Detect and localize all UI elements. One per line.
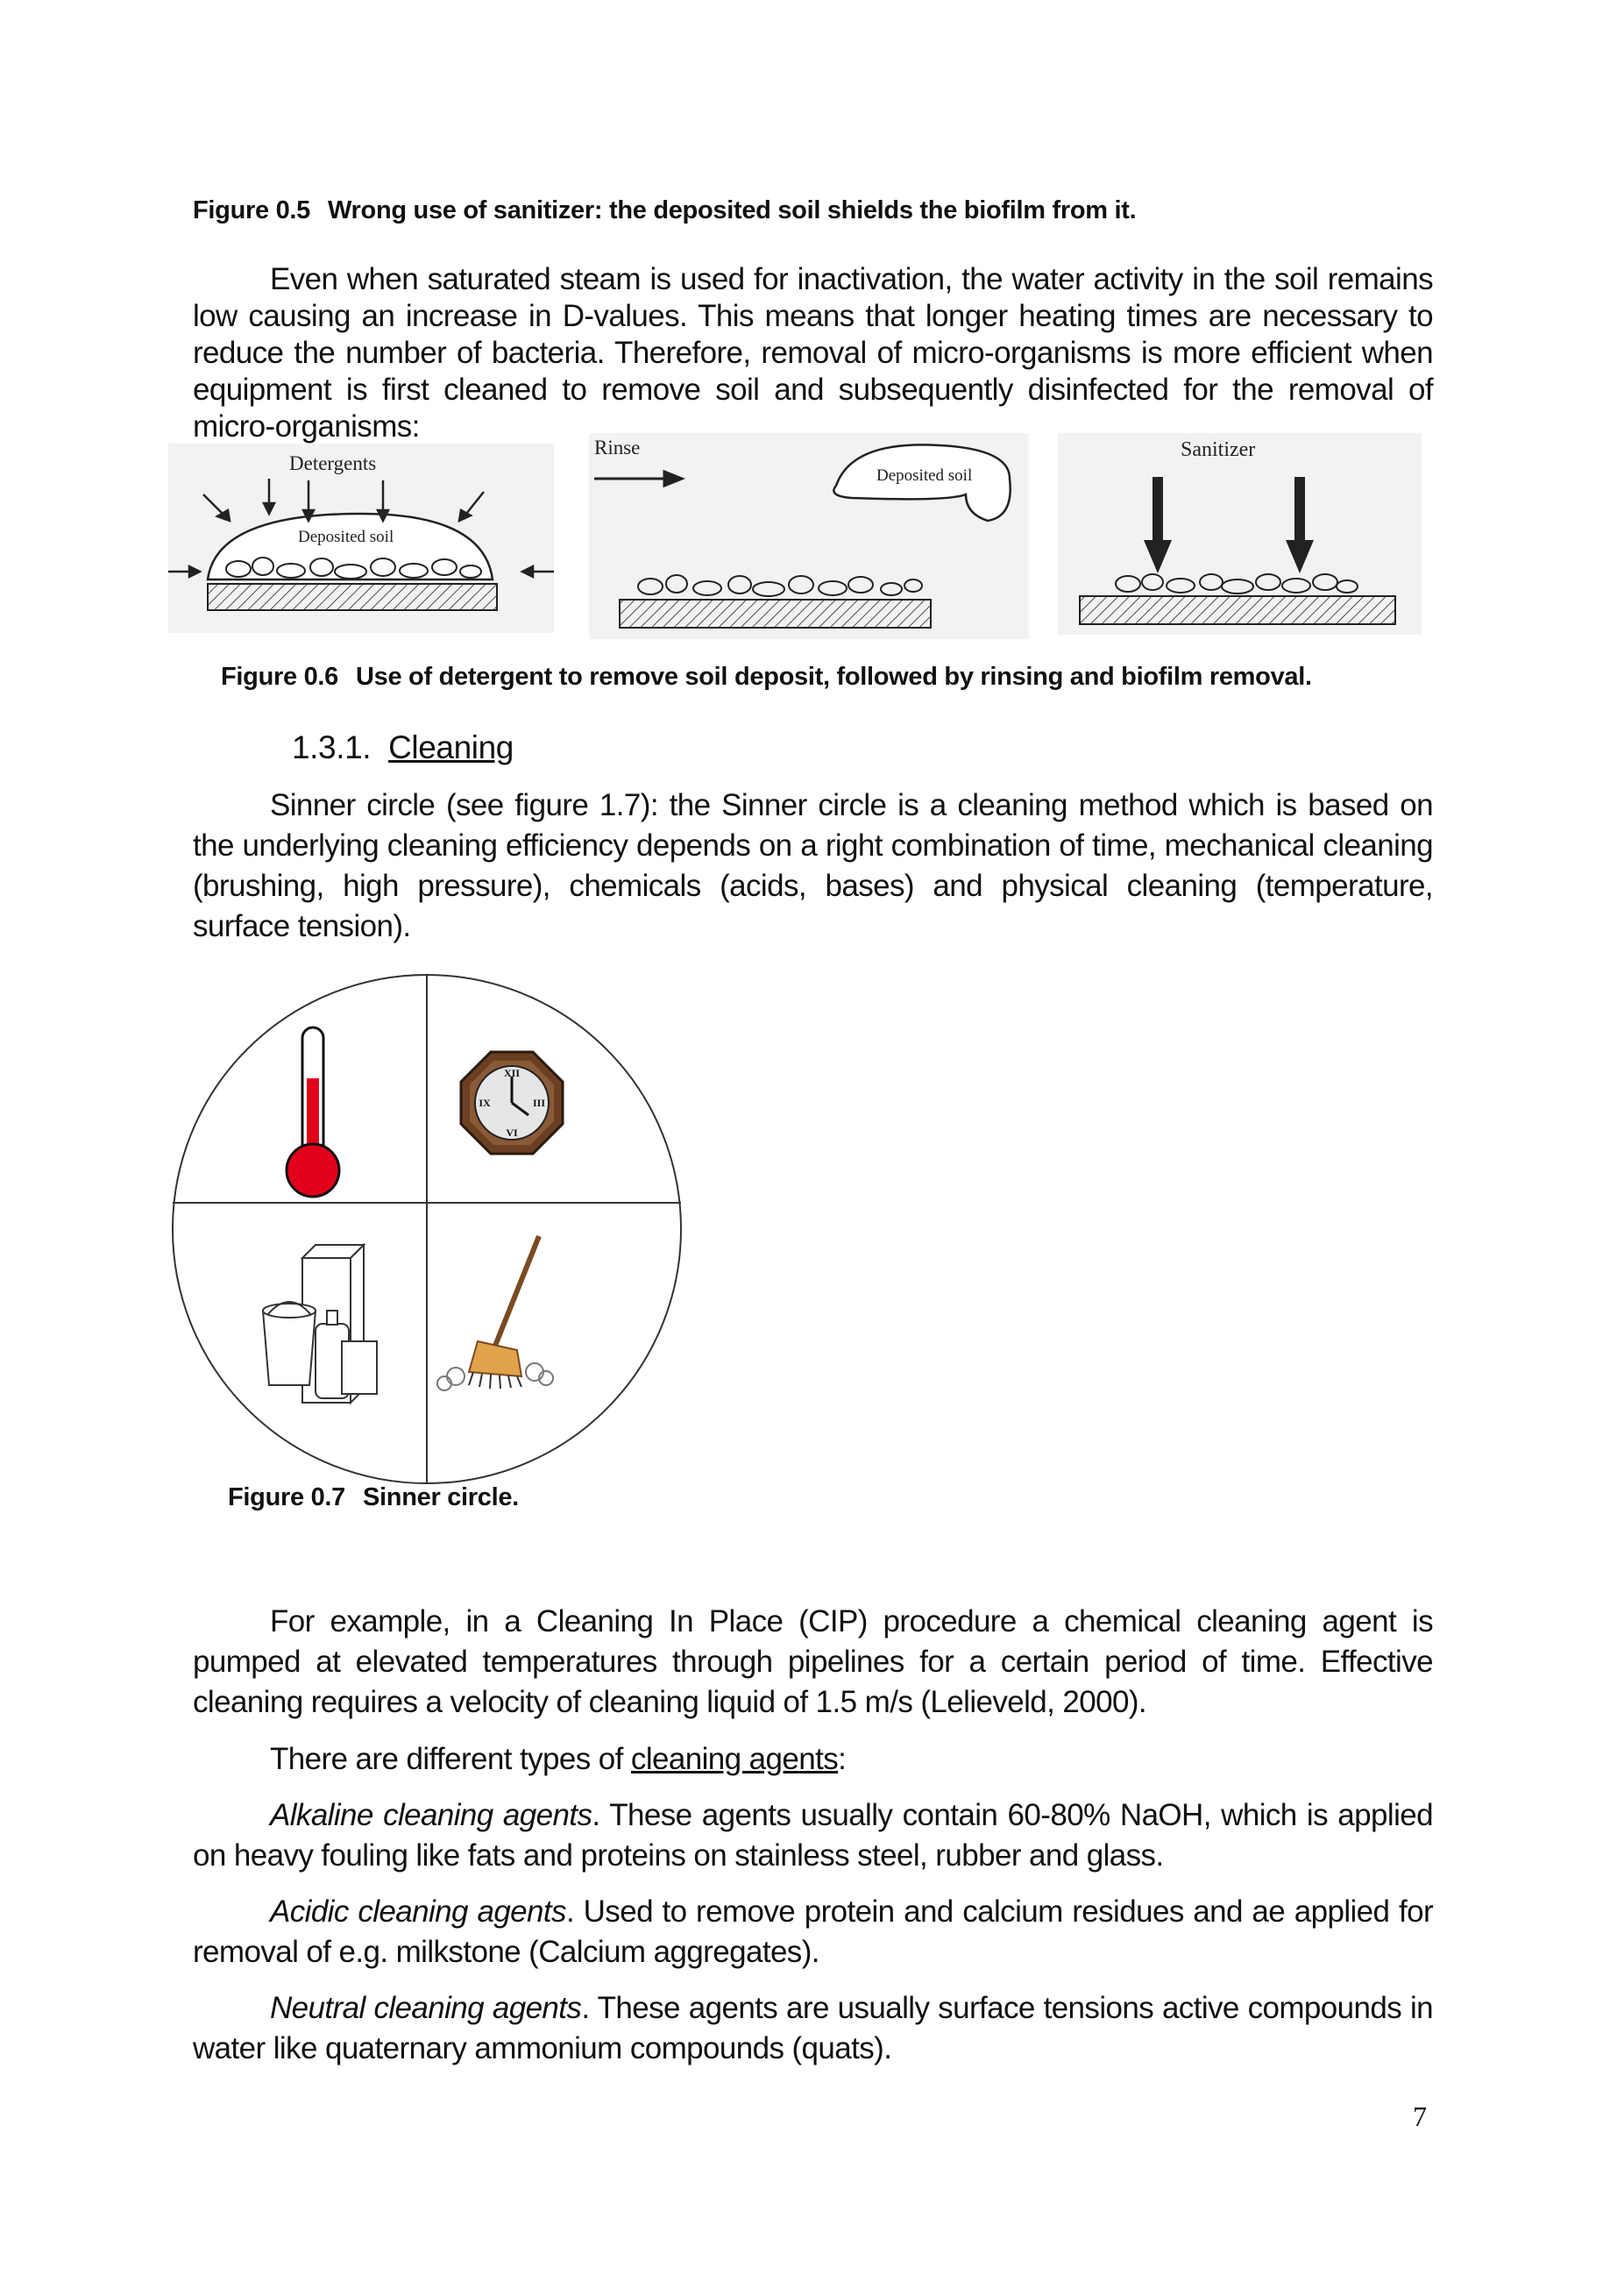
sanitizer-label: Sanitizer xyxy=(1181,438,1256,461)
section-title: Cleaning xyxy=(388,729,514,765)
deposited-soil-label-2: Deposited soil xyxy=(876,466,973,485)
panel-sanitizer xyxy=(1058,433,1422,635)
svg-text:IX: IX xyxy=(479,1097,491,1109)
figure-0-6-caption xyxy=(221,663,1312,692)
clock-icon xyxy=(461,1052,563,1154)
figure-number: Figure 0.5 xyxy=(193,196,310,224)
rinse-label: Rinse xyxy=(594,437,641,458)
paragraph-cleaning-agent-types: There are different types of cleaning agents: xyxy=(270,1742,847,1776)
paragraph-text: For example, in a Cleaning In Place (CIP) procedure a chemical cleaning agent is pumped at elevated temperatures through pipelines for a certain period of time. Effective cleaning requires a velocity of cleaning liquid of 1.5 m/s (Lelieveld, 2000). xyxy=(193,1604,1433,1719)
deposited-soil-label: Deposited soil xyxy=(298,528,394,546)
figure-0-7-caption xyxy=(228,1483,519,1512)
figure-number: Figure 0.7 xyxy=(228,1483,345,1511)
paragraph-steam-inactivation xyxy=(193,261,1433,445)
rinse-illustration xyxy=(589,433,1029,639)
sinner-circle xyxy=(171,973,684,1486)
detergents-illustration xyxy=(168,444,554,633)
paragraph-text: Sinner circle (see figure 1.7): the Sinner circle is a cleaning method which is based on the underlying cleaning efficiency depends on a right combination of time, mechanical cleaning (brushing, high pressure), chemicals (acids, bases) and physical cleaning (temperature, surface tension). xyxy=(193,788,1433,943)
figure-caption-text: Wrong use of sanitizer: the deposited soil shields the biofilm from it. xyxy=(328,196,1137,224)
panel-detergents xyxy=(168,444,554,633)
alkaline-term: Alkaline cleaning agents xyxy=(270,1798,592,1832)
paragraph-sinner-circle xyxy=(193,785,1433,947)
figure-number: Figure 0.6 xyxy=(221,663,338,691)
section-number: 1.3.1. xyxy=(292,729,372,765)
paragraph-acidic: Acidic cleaning agents. Used to remove protein and calcium residues and ae applied for removal of e.g. milkstone (Calcium aggregates). xyxy=(193,1894,1433,1969)
figure-caption-text: Sinner circle. xyxy=(363,1483,519,1511)
neutral-term: Neutral cleaning agents xyxy=(270,1991,582,2025)
cleaning-agents-term: cleaning agents xyxy=(630,1742,839,1776)
page-number: 7 xyxy=(1413,2101,1427,2132)
paragraph-text: Even when saturated steam is used for inactivation, the water activity in the soil remains low causing an increase in D-values. This means that longer heating times are necessary to reduce the number of bacteria. Therefore, removal of micro-organisms is more efficient when equipment is first cleaned to remove soil and subsequently disinfected for the removal of micro-organisms: xyxy=(193,262,1433,444)
acidic-term: Acidic cleaning agents xyxy=(270,1894,566,1929)
figure-caption-text: Use of detergent to remove soil deposit, followed by rinsing and biofilm removal. xyxy=(356,663,1312,691)
svg-text:III: III xyxy=(532,1097,546,1109)
paragraph-cip xyxy=(193,1602,1433,1723)
figure-0-5-caption xyxy=(193,196,1136,225)
section-heading xyxy=(292,729,514,766)
detergents-label: Detergents xyxy=(289,452,377,474)
paragraph-alkaline: Alkaline cleaning agents. These agents usually contain 60-80% NaOH, which is applied on heavy fouling like fats and proteins on stainless steel, rubber and glass. xyxy=(193,1798,1433,1873)
paragraph-neutral: Neutral cleaning agents. These agents are usually surface tensions active compounds in water like quaternary ammonium compounds (quats). xyxy=(193,1991,1433,2065)
sanitizer-illustration xyxy=(1058,433,1422,635)
svg-text:XII: XII xyxy=(503,1067,521,1079)
panel-rinse xyxy=(589,433,1029,639)
svg-text:VI: VI xyxy=(506,1127,518,1139)
